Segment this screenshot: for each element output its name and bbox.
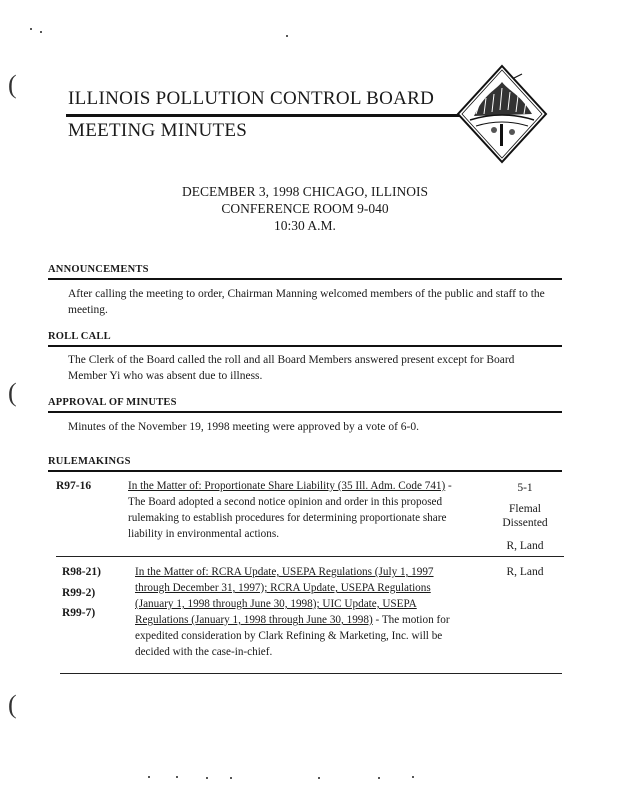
roll-call-text: The Clerk of the Board called the roll and all Board Members answered present except for Board Member Yi who was absent due to illness. — [68, 354, 515, 382]
scan-speck — [176, 776, 178, 778]
scan-speck — [206, 777, 208, 779]
rulemaking-description — [135, 564, 470, 660]
approval-heading: APPROVAL OF MINUTES — [48, 397, 177, 408]
rulemaking-id: R99-2) — [62, 587, 96, 599]
rulemaking-id: R98-21) — [62, 566, 101, 578]
vote-count: 5-1 — [517, 482, 533, 494]
scan-speck — [30, 28, 32, 30]
rulemakings-heading: RULEMAKINGS — [48, 456, 131, 467]
meeting-time: 10:30 A.M. — [274, 218, 336, 233]
punch-hole-mark: ( — [8, 70, 17, 99]
scan-speck — [412, 776, 414, 778]
section-divider — [48, 411, 562, 413]
rulemaking-vote-block — [484, 478, 566, 556]
scan-speck — [318, 777, 320, 779]
roll-call-heading: ROLL CALL — [48, 331, 111, 342]
section-divider — [48, 278, 562, 280]
approval-text: Minutes of the November 19, 1998 meeting were approved by a vote of 6-0. — [68, 421, 419, 433]
assigned-initials: R, Land — [506, 540, 544, 552]
section-divider — [48, 470, 562, 472]
announcements-text: After calling the meeting to order, Chairman Manning welcomed members of the public and staff to the meeting. — [68, 288, 545, 316]
meeting-room: CONFERENCE ROOM 9-040 — [221, 201, 389, 216]
title-divider — [66, 114, 474, 117]
rulemaking-summary: - The motion for expedited consideration by Clark Refining & Marketing, Inc. will be decided with the case-in-chief. — [135, 614, 450, 658]
scan-speck — [230, 777, 232, 779]
punch-hole-mark: ( — [8, 690, 17, 719]
rulemaking-id: R99-7) — [62, 607, 96, 619]
scan-speck — [378, 777, 380, 779]
meeting-date-location: DECEMBER 3, 1998 CHICAGO, ILLINOIS — [182, 184, 428, 199]
announcements-heading: ANNOUNCEMENTS — [48, 264, 149, 275]
rulemaking-title: In the Matter of: Proportionate Share Liability (35 Ill. Adm. Code 741) — [128, 480, 446, 492]
dissent-label: Dissented — [502, 517, 548, 529]
document-title: MEETING MINUTES — [68, 120, 248, 141]
rulemaking-description — [128, 478, 468, 542]
assigned-initials: R, Land — [506, 566, 544, 578]
dissent-member: Flemal — [509, 503, 541, 515]
section-divider — [48, 345, 562, 347]
scan-speck — [148, 776, 150, 778]
item-divider — [56, 556, 564, 557]
rulemaking-id: R97-16 — [56, 480, 92, 492]
scan-speck — [40, 31, 42, 33]
rulemaking-summary: - The Board adopted a second notice opinion and order in this proposed rulemaking to establish procedures for determining proportionate share liability in environmental actions. — [128, 480, 452, 540]
item-divider — [60, 673, 562, 674]
rulemaking-title: In the Matter of: RCRA Update, USEPA Regulations (July 1, 1997 through December 31, 1997); RCRA Update, USEPA Regulations (January 1, 1998 through June 30, 1998); UIC Update, USEPA Regulations (January 1, 1998 through June 30, 1998) — [135, 566, 434, 626]
scan-speck — [286, 35, 288, 37]
board-seal-logo — [456, 64, 548, 164]
board-title: ILLINOIS POLLUTION CONTROL BOARD — [68, 88, 435, 109]
punch-hole-mark: ( — [8, 378, 17, 407]
